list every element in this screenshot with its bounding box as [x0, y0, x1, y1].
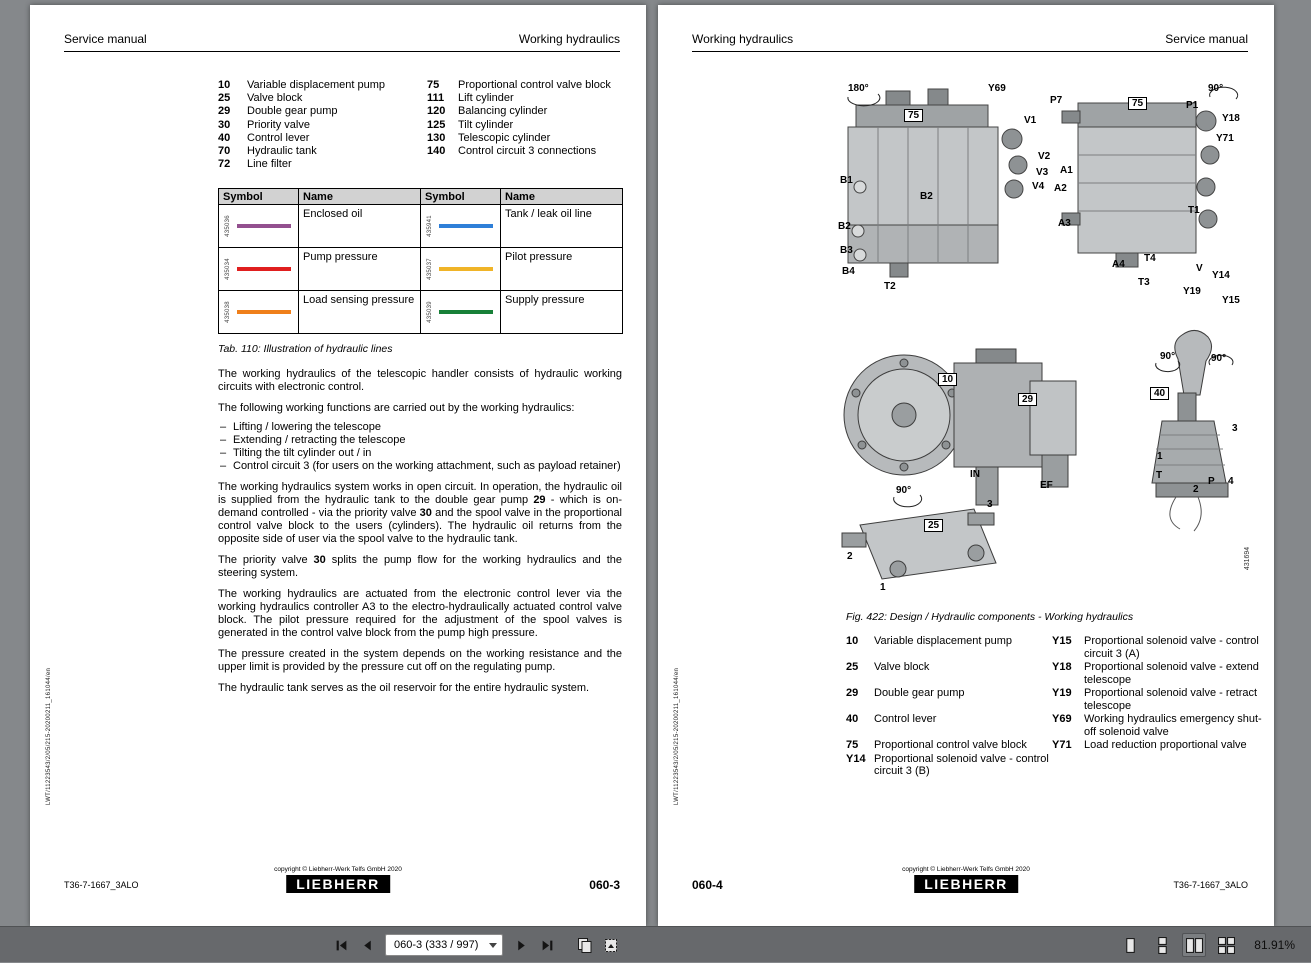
page-display-text: 060-3 (333 / 997): [394, 939, 479, 951]
figure-label: T2: [884, 281, 896, 292]
zoom-level: 81.91%: [1254, 938, 1295, 952]
symbol-name: Load sensing pressure: [299, 291, 421, 334]
legend-label: Valve block: [874, 661, 930, 673]
symbol-table-row: [219, 248, 623, 291]
symbol-id: 435036: [224, 215, 231, 237]
symbol-name: Pilot pressure: [501, 248, 623, 291]
figure-label: A4: [1112, 259, 1125, 270]
legend-label: Proportional solenoid valve - retract telescope: [1084, 687, 1258, 712]
page-header: [64, 32, 620, 52]
legend-key: Y18: [1052, 661, 1072, 673]
figure-label: T4: [1144, 253, 1156, 264]
print-margin-code: LWT/11223543/2/05/215-20200211_161044/en: [674, 667, 680, 805]
part-number: 25: [218, 92, 231, 105]
last-page-button[interactable]: [536, 934, 558, 956]
legend-key: 25: [846, 661, 859, 673]
legend-label: Proportional solenoid valve - extend telescope: [1084, 661, 1259, 686]
symbol-id: 435037: [426, 258, 433, 280]
column-header: Symbol: [219, 189, 299, 205]
part-number: 30: [218, 118, 231, 131]
bullet-text: Extending / retracting the telescope: [233, 434, 406, 446]
part-number: [427, 158, 458, 171]
bullet-text: Control circuit 3 (for users on the working attachment, such as payload retainer): [233, 460, 621, 472]
part-label: Proportional control valve block: [458, 79, 611, 91]
figure-label: Y18: [1222, 113, 1240, 124]
legend-label: Working hydraulics emergency shut-off solenoid valve: [1084, 713, 1262, 738]
figure-label: A2: [1054, 183, 1067, 194]
symbol-id: 435034: [224, 258, 231, 280]
header-right-text: Service manual: [1165, 32, 1248, 46]
page-number: 060-3: [589, 878, 620, 892]
line-symbol: [439, 310, 493, 314]
header-left-text: Working hydraulics: [692, 32, 794, 46]
part-label: Balancing cylinder: [458, 105, 548, 118]
last-page-icon: [541, 939, 554, 952]
legend-key: 29: [846, 687, 859, 699]
header-left-text: Service manual: [64, 32, 147, 46]
legend-label: Proportional solenoid valve - control circuit 3 (A): [1084, 635, 1259, 660]
single-page-view-button[interactable]: [1118, 933, 1142, 957]
page-number-select[interactable]: [385, 934, 503, 956]
symbol-cell: [421, 205, 501, 248]
next-page-button[interactable]: [510, 934, 532, 956]
lines-table-body: [219, 205, 623, 334]
figure-label: 90°: [1160, 351, 1176, 362]
paragraph: The working hydraulics are actuated from the electronic control lever via the working hydraulics controller A3 to the electro-hydraulically actuated control valve block. The pilot pressure required for the adjustment of the spool valves is generated in the control valve block from the pump high pressure.: [218, 588, 622, 639]
figure-label: 3: [987, 499, 993, 510]
legend-key: [1052, 753, 1084, 778]
figure-label: 2: [1193, 484, 1199, 495]
line-symbol: [237, 224, 291, 228]
column-header: Symbol: [421, 189, 501, 205]
figure-label: T3: [1138, 277, 1150, 288]
symbol-name: Supply pressure: [501, 291, 623, 334]
figure-label: 2: [847, 551, 853, 562]
document-code: T36-7-1667_3ALO: [64, 880, 139, 890]
symbol-table-row: [219, 205, 623, 248]
part-number: 29: [218, 105, 231, 118]
copyright-text: copyright © Liebherr-Werk Telfs GmbH 2020: [902, 866, 1030, 873]
liebherr-logo: LIEBHERR: [286, 875, 390, 893]
figure-label: V3: [1036, 167, 1049, 178]
part-label: Priority valve: [247, 118, 310, 131]
legend-key: Y71: [1052, 739, 1072, 751]
part-number: 10: [218, 79, 231, 91]
parts-list: [218, 79, 633, 171]
copyright-text: copyright © Liebherr-Werk Telfs GmbH 2020: [274, 866, 402, 873]
figure-label: A3: [1058, 218, 1071, 229]
first-page-icon: [335, 939, 348, 952]
page-number: 060-4: [692, 878, 723, 892]
figure-label: Y69: [988, 83, 1006, 94]
legend-label: Proportional control valve block: [874, 739, 1027, 751]
figure-label: 40: [1150, 387, 1169, 400]
bullet-marker: –: [220, 460, 227, 472]
pdf-toolbar: [0, 926, 1311, 962]
part-label: Telescopic cylinder: [458, 131, 551, 144]
part-label: Double gear pump: [247, 105, 338, 118]
bullet-text: Tilting the tilt cylinder out / in: [233, 447, 372, 459]
next-page-icon: [515, 939, 528, 952]
print-margin-code: LWT/11223543/2/05/215-20200211_161044/en: [46, 667, 52, 805]
figure-label: 90°: [896, 485, 912, 496]
continuous-view-icon: [1154, 937, 1171, 954]
symbol-cell: [219, 248, 299, 291]
document-page-060-3: [30, 5, 646, 926]
bullet-marker: –: [220, 447, 227, 459]
paragraph: The hydraulic tank serves as the oil reservoir for the entire hydraulic system.: [218, 682, 590, 694]
facing-pages-view-icon: [1186, 937, 1203, 954]
symbol-id: 435039: [426, 301, 433, 323]
snapshot-icon: [603, 937, 619, 954]
paragraph: The priority valve 30 splits the pump flow for the working hydraulics and the steering system.: [218, 554, 622, 579]
figure-label: 10: [938, 373, 957, 386]
figure-label: P: [1208, 476, 1215, 487]
paragraph: The pressure created in the system depends on the working resistance and the upper limit is provided by the pressure cut off on the regulating pump.: [218, 648, 622, 673]
bullet-text: Lifting / lowering the telescope: [233, 421, 381, 433]
paragraph: The working hydraulics of the telescopic handler consists of hydraulic working circuits with electronic control.: [218, 368, 622, 393]
figure-label: P1: [1186, 100, 1199, 111]
paragraph: The following working functions are carried out by the working hydraulics:: [218, 402, 575, 414]
legend-key: Y14: [846, 752, 866, 765]
figure-label: Y15: [1222, 295, 1240, 306]
part-number: 125: [427, 118, 446, 131]
lines-table: [218, 188, 623, 334]
legend-key: 40: [846, 713, 859, 725]
figure-label: 180°: [848, 83, 869, 94]
continuous-facing-view-button[interactable]: [1214, 933, 1238, 957]
previous-page-button[interactable]: [356, 934, 378, 956]
snapshot-button[interactable]: [600, 934, 622, 956]
figure-caption: Fig. 422: Design / Hydraulic components - Working hydraulics: [846, 611, 1134, 623]
part-number: 130: [427, 131, 446, 144]
part-number: 40: [218, 131, 231, 144]
part-label: Variable displacement pump: [247, 79, 385, 91]
part-number: 111: [427, 92, 445, 105]
previous-page-icon: [361, 939, 374, 952]
legend-key: 10: [846, 635, 859, 647]
continuous-view-button[interactable]: [1150, 933, 1174, 957]
legend-label: Double gear pump: [874, 687, 965, 699]
figure-label: V: [1196, 263, 1203, 274]
figure-label: 431694: [1244, 546, 1252, 571]
figure-label: EF: [1040, 480, 1053, 491]
symbol-id: 435038: [224, 301, 231, 323]
line-symbol: [439, 267, 493, 271]
figure-label: T1: [1188, 205, 1200, 216]
part-number: 75: [427, 79, 440, 91]
figure-label: Y71: [1216, 133, 1234, 144]
figure-label: 75: [904, 109, 923, 122]
figure-label: V2: [1038, 151, 1051, 162]
view-controls: [1118, 927, 1295, 963]
legend-label: Variable displacement pump: [874, 635, 1012, 647]
first-page-button[interactable]: [330, 934, 352, 956]
hydraulic-components-illustration: [826, 63, 1258, 605]
figure-label: B3: [840, 245, 853, 256]
line-symbol: [439, 224, 493, 228]
legend-label: Load reduction proportional valve: [1084, 739, 1247, 751]
symbol-id: 435941: [426, 215, 433, 237]
column-header: Name: [299, 189, 421, 205]
dropdown-caret-icon: [489, 943, 497, 948]
symbol-table-row: [219, 291, 623, 334]
symbol-cell: [219, 291, 299, 334]
bullet-marker: –: [220, 434, 227, 446]
figure-label: 90°: [1208, 83, 1224, 94]
legend-key: Y69: [1052, 713, 1072, 725]
symbol-cell: [421, 248, 501, 291]
column-header: Name: [501, 189, 623, 205]
part-label: Lift cylinder: [458, 92, 514, 105]
part-number: 70: [218, 145, 231, 158]
legend-key: Y19: [1052, 687, 1072, 699]
part-label: Hydraulic tank: [247, 145, 317, 158]
symbol-name: Enclosed oil: [299, 205, 421, 248]
bullet-item: [218, 460, 622, 473]
figure-label: V4: [1032, 181, 1045, 192]
symbol-name: Tank / leak oil line: [501, 205, 623, 248]
continuous-facing-view-icon: [1218, 937, 1235, 954]
part-label: Line filter: [247, 158, 292, 171]
line-symbol: [237, 310, 291, 314]
body-text: [218, 368, 622, 703]
legend-key: Y15: [1052, 635, 1072, 647]
figure-label: B1: [840, 175, 853, 186]
figure-label: 1: [880, 582, 886, 593]
part-label: Tilt cylinder: [458, 118, 514, 131]
liebherr-logo: LIEBHERR: [914, 875, 1018, 893]
document-code: T36-7-1667_3ALO: [1173, 880, 1248, 890]
document-page-060-4: [658, 5, 1274, 926]
page-copy-icon: [577, 937, 593, 954]
figure-label: 90°: [1211, 353, 1227, 364]
figure-label: 3: [1232, 423, 1238, 434]
figure-label: A1: [1060, 165, 1073, 176]
part-number: 120: [427, 105, 446, 118]
legend-label: Control lever: [874, 713, 937, 725]
legend-key: 75: [846, 739, 859, 751]
lines-table-head: [219, 189, 623, 205]
part-number: 140: [427, 145, 446, 158]
figure-label: 29: [1018, 393, 1037, 406]
symbol-name: Pump pressure: [299, 248, 421, 291]
figure-label: B2: [838, 221, 851, 232]
part-label: Control circuit 3 connections: [458, 145, 597, 158]
bullet-item: [218, 421, 622, 434]
figure-label: P7: [1050, 95, 1063, 106]
figure-label: V1: [1024, 115, 1037, 126]
legend-label: Proportional solenoid valve - control circuit 3 (B): [874, 752, 1049, 777]
figure: [826, 63, 1258, 605]
figure-label: IN: [970, 469, 980, 480]
bullet-marker: –: [220, 421, 227, 433]
page-navigation: [330, 927, 622, 963]
table-caption: Tab. 110: Illustration of hydraulic lines: [218, 343, 393, 355]
bullet-list: [218, 421, 622, 473]
paragraph: The working hydraulics system works in open circuit. In operation, the hydraulic oil is supplied from the hydraulic tank to the double gear pump 29 - which is on-demand controlled - via the priority valve 30 and the spool valve in the proportional control valve block to the users (cylinders). The hydraulic oil returns from the opposite side of user via the spool valve to the hydraulic tank.: [218, 481, 623, 545]
header-right-text: Working hydraulics: [518, 32, 620, 46]
facing-pages-view-button[interactable]: [1182, 933, 1206, 957]
bullet-item: [218, 434, 622, 447]
legend-label: [1084, 753, 1264, 778]
bullet-item: [218, 447, 622, 460]
figure-label: Y19: [1183, 286, 1201, 297]
figure-label: T: [1156, 470, 1163, 481]
legend: [846, 635, 1264, 778]
figure-label: Y14: [1212, 270, 1230, 281]
part-number: 72: [218, 158, 231, 171]
part-label: Valve block: [247, 92, 303, 105]
figure-label: 1: [1157, 451, 1163, 462]
figure-label: B2: [920, 191, 933, 202]
part-label: Control lever: [247, 131, 310, 144]
page-copy-button[interactable]: [574, 934, 596, 956]
figure-label: B4: [842, 266, 855, 277]
part-label: [458, 158, 633, 171]
page-header: [692, 32, 1248, 52]
lines-table-header-row: [219, 189, 623, 205]
symbol-cell: [421, 291, 501, 334]
line-symbol: [237, 267, 291, 271]
single-page-view-icon: [1122, 937, 1139, 954]
figure-label: 4: [1228, 476, 1234, 487]
figure-label: 25: [924, 519, 943, 532]
figure-label: 75: [1128, 97, 1147, 110]
symbol-cell: [219, 205, 299, 248]
